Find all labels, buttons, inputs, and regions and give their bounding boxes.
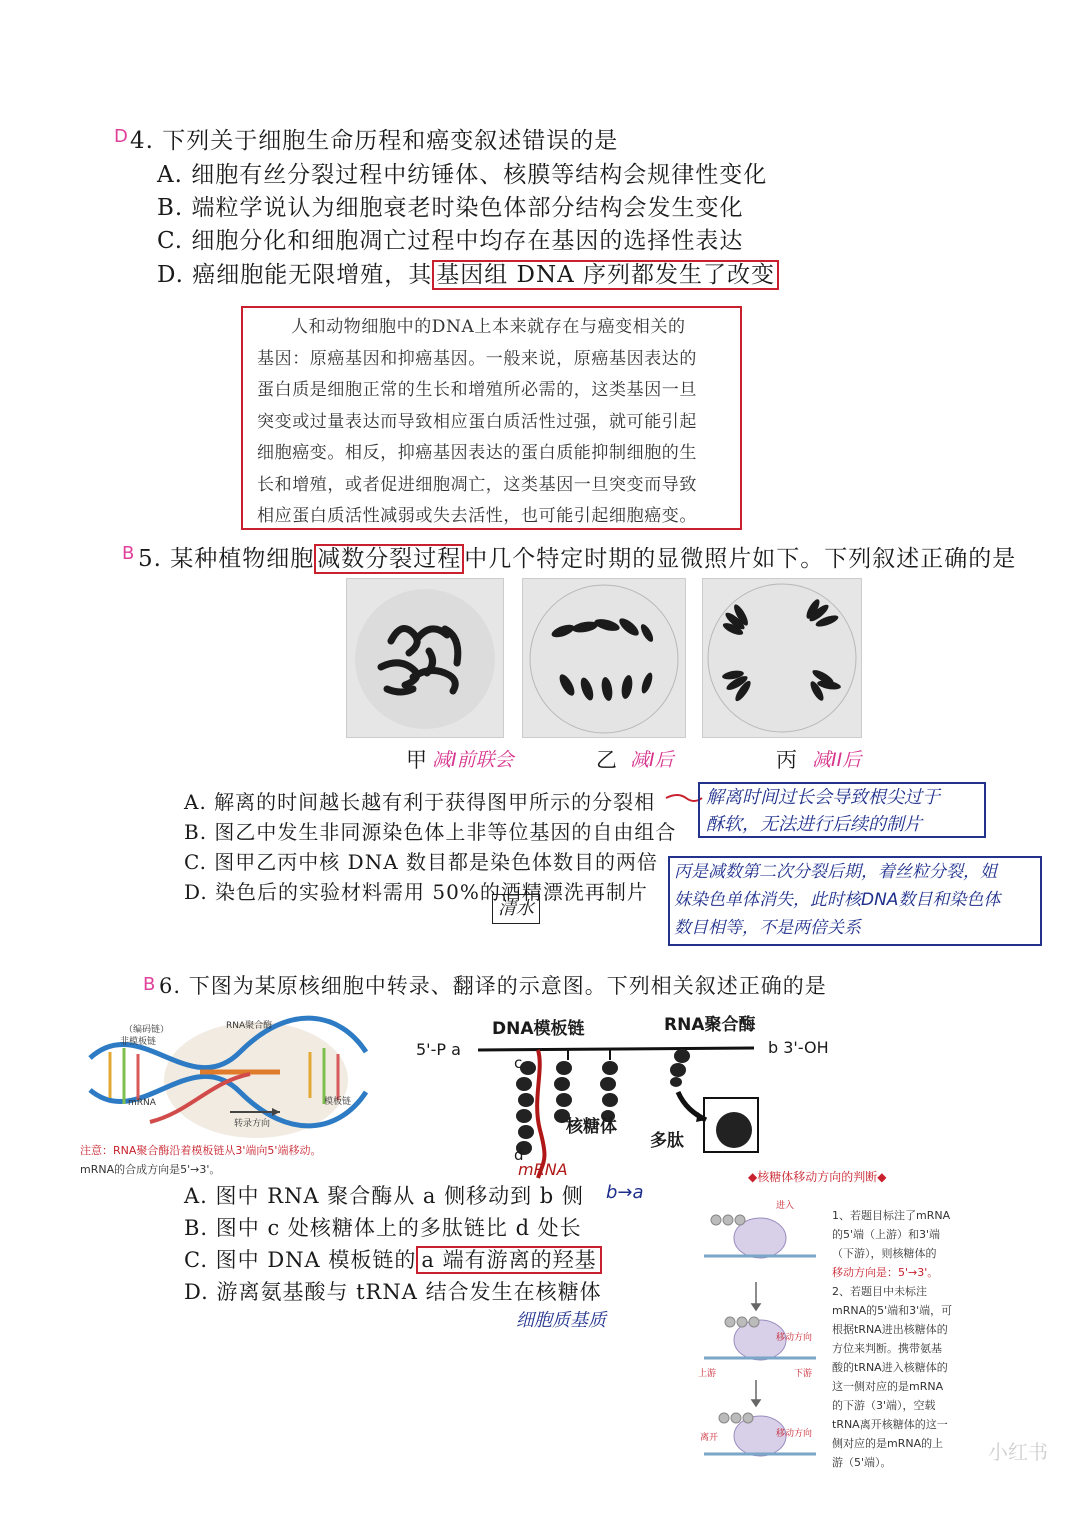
q5-stem-pre: 5. 某种植物细胞 (138, 546, 315, 572)
side-line: 酸的tRNA进入核糖体的 (832, 1361, 948, 1374)
label-dna-template: DNA模板链 (492, 1019, 585, 1039)
q4-option-d (157, 256, 779, 289)
transcription-figure (80, 1012, 376, 1142)
excerpt-line: 基因：原癌基因和抑癌基因。一般来说，原癌基因表达的 (257, 348, 697, 369)
transcription-note-1: 注意：RNA聚合酶沿着模板链从3'端向5'端移动。 (80, 1144, 322, 1157)
q5-stem-highlight: 减数分裂过程 (314, 544, 464, 574)
micrograph-jia (346, 578, 504, 738)
q5-note-d: 清水 (492, 894, 540, 924)
side-line: 移动方向是：5'→3'。 (832, 1266, 939, 1279)
side-line: 侧对应的是mRNA的上 (832, 1437, 944, 1450)
side-line: 根据tRNA进出核糖体的 (832, 1323, 948, 1336)
label-rna-polymerase: RNA聚合酶 (664, 1015, 756, 1035)
q6-option-c-prefix: C. 图中 DNA 模板链的 (184, 1248, 417, 1272)
diagram-label-upstream: 上游 (698, 1369, 717, 1379)
excerpt-line: 细胞癌变。相反，抑癌基因表达的蛋白质能抑制细胞的生 (257, 443, 697, 463)
q4-option-b: B. 端粒学说认为细胞衰老时染色体部分结构会发生变化 (157, 195, 744, 221)
textbook-excerpt-box (241, 306, 742, 530)
q5-answer-mark: B (122, 543, 135, 564)
photo-label-jia: 甲 (406, 748, 427, 772)
q5-option-a: A. 解离的时间越长越有利于获得图甲所示的分裂相 (184, 790, 656, 814)
label-end-a: 5'-P a (416, 1040, 461, 1059)
fig-label-nontemplate: 非模板链 (120, 1037, 157, 1047)
fig-label-mrna: mRNA (128, 1098, 156, 1108)
q4-option-c: C. 细胞分化和细胞凋亡过程中均存在基因的选择性表达 (157, 228, 744, 254)
q6-option-b: B. 图中 c 处核糖体上的多肽链比 d 处长 (184, 1216, 582, 1240)
q6-option-d: D. 游离氨基酸与 tRNA 结合发生在核糖体 (184, 1280, 602, 1304)
q5-option-d: D. 染色后的实验材料需用 50%的酒精漂洗再制片 (184, 880, 648, 904)
side-line: （下游），则核糖体的 (832, 1247, 937, 1260)
q6-option-a: A. 图中 RNA 聚合酶从 a 侧移动到 b 侧 (184, 1184, 584, 1208)
q6-note-a: b→a (606, 1182, 644, 1203)
q5-stem-post: 中几个特定时期的显微照片如下。下列叙述正确的是 (464, 546, 1017, 572)
watermark-logo: 小红书 (988, 1440, 1048, 1464)
label-polypeptide: 多肽 (650, 1131, 684, 1151)
diagram-label-exit: 离开 (700, 1433, 719, 1443)
micrograph-yi (522, 578, 686, 738)
label-d: d (514, 1146, 524, 1164)
excerpt-line: 人和动物细胞中的DNA上本来就存在与癌变相关的 (291, 317, 686, 337)
transcription-note-2: mRNA的合成方向是5'→3'。 (80, 1163, 221, 1176)
diagram-label-direction-2: 移动方向 (776, 1429, 813, 1439)
q4-answer-mark: D (114, 126, 128, 147)
note-line: 数目相等，不是两倍关系 (674, 918, 861, 938)
q6-stem: 6. 下图为某原核细胞中转录、翻译的示意图。下列相关叙述正确的是 (159, 974, 827, 998)
side-line: 方位来判断。携带氨基 (832, 1342, 942, 1355)
fig-label-coding: （编码链） (124, 1025, 170, 1035)
excerpt-line: 突变或过量表达而导致相应蛋白质活性过强，就可能引起 (257, 411, 697, 432)
label-c: c (514, 1054, 523, 1072)
note-line: 酥软，无法进行后续的制片 (706, 814, 922, 835)
q5-option-b: B. 图乙中发生非同源染色体上非等位基因的自由组合 (184, 820, 677, 844)
ribosome-direction-diagram (690, 1190, 830, 1476)
note-line: 丙是减数第二次分裂后期，着丝粒分裂，姐 (674, 862, 997, 882)
photo-note-jia: 减I前联会 (432, 749, 514, 771)
label-end-b: b 3'-OH (768, 1038, 829, 1057)
q4-option-d-highlight: 基因组 DNA 序列都发生了改变 (432, 260, 779, 290)
side-line: 2、若题目中未标注 (832, 1285, 927, 1298)
q5-note-a (698, 782, 986, 838)
q5-stem (138, 540, 1016, 573)
q5-note-c (668, 856, 1042, 946)
label-mrna: mRNA (518, 1160, 568, 1179)
q6-answer-mark: B (143, 974, 156, 995)
micrograph-bing (702, 578, 862, 738)
q4-stem: 4. 下列关于细胞生命历程和癌变叙述错误的是 (130, 128, 619, 154)
side-line: 这一侧对应的是mRNA (832, 1380, 944, 1393)
side-line: 的5'端（上游）和3'端 (832, 1228, 941, 1241)
q4-option-a: A. 细胞有丝分裂过程中纺锤体、核膜等结构会规律性变化 (157, 162, 768, 188)
photo-label-bing: 丙 (776, 748, 797, 772)
diagram-label-enter: 进入 (776, 1201, 795, 1211)
photo-note-yi: 减I后 (630, 749, 674, 771)
fig-label-rnap: RNA聚合酶 (226, 1021, 273, 1031)
fig-label-direction: 转录方向 (234, 1119, 271, 1129)
q6-note-d: 细胞质基质 (516, 1310, 606, 1331)
excerpt-line: 蛋白质是细胞正常的生长和增殖所必需的，这类基因一旦 (257, 380, 697, 400)
q6-option-c-highlight: a 端有游离的羟基 (416, 1246, 601, 1274)
photo-note-bing: 减II后 (812, 749, 862, 771)
diagram-label-downstream: 下游 (794, 1369, 813, 1379)
side-line: 的下游（3'端），空载 (832, 1399, 936, 1412)
excerpt-line: 相应蛋白质活性减弱或失去活性，也可能引起细胞癌变。 (257, 506, 697, 526)
fig-label-template: 模板链 (324, 1097, 352, 1107)
side-line: 游（5'端）。 (832, 1456, 892, 1469)
q4-option-d-prefix: D. 癌细胞能无限增殖，其 (157, 262, 433, 288)
side-line: tRNA离开核糖体的这一 (832, 1418, 948, 1431)
q5-option-c: C. 图甲乙丙中核 DNA 数目都是染色体数目的两倍 (184, 850, 658, 874)
side-explanation (832, 1206, 952, 1472)
side-line: mRNA的5'端和3'端，可 (832, 1304, 953, 1317)
note-line: 妹染色单体消失，此时核DNA数目和染色体 (674, 890, 1001, 910)
photo-label-yi: 乙 (596, 748, 617, 772)
q6-option-c (184, 1244, 602, 1274)
side-line: 1、若题目标注了mRNA (832, 1209, 951, 1222)
excerpt-line: 长和增殖，或者促进细胞凋亡，这类基因一旦突变而导致 (257, 474, 697, 495)
diagram-label-direction-1: 移动方向 (776, 1333, 813, 1343)
label-ribosome: 核糖体 (566, 1117, 617, 1137)
side-title: ◆核糖体移动方向的判断◆ (748, 1170, 887, 1184)
prokaryote-schematic (414, 1010, 854, 1180)
note-line: 解离时间过长会导致根尖过于 (706, 787, 940, 808)
